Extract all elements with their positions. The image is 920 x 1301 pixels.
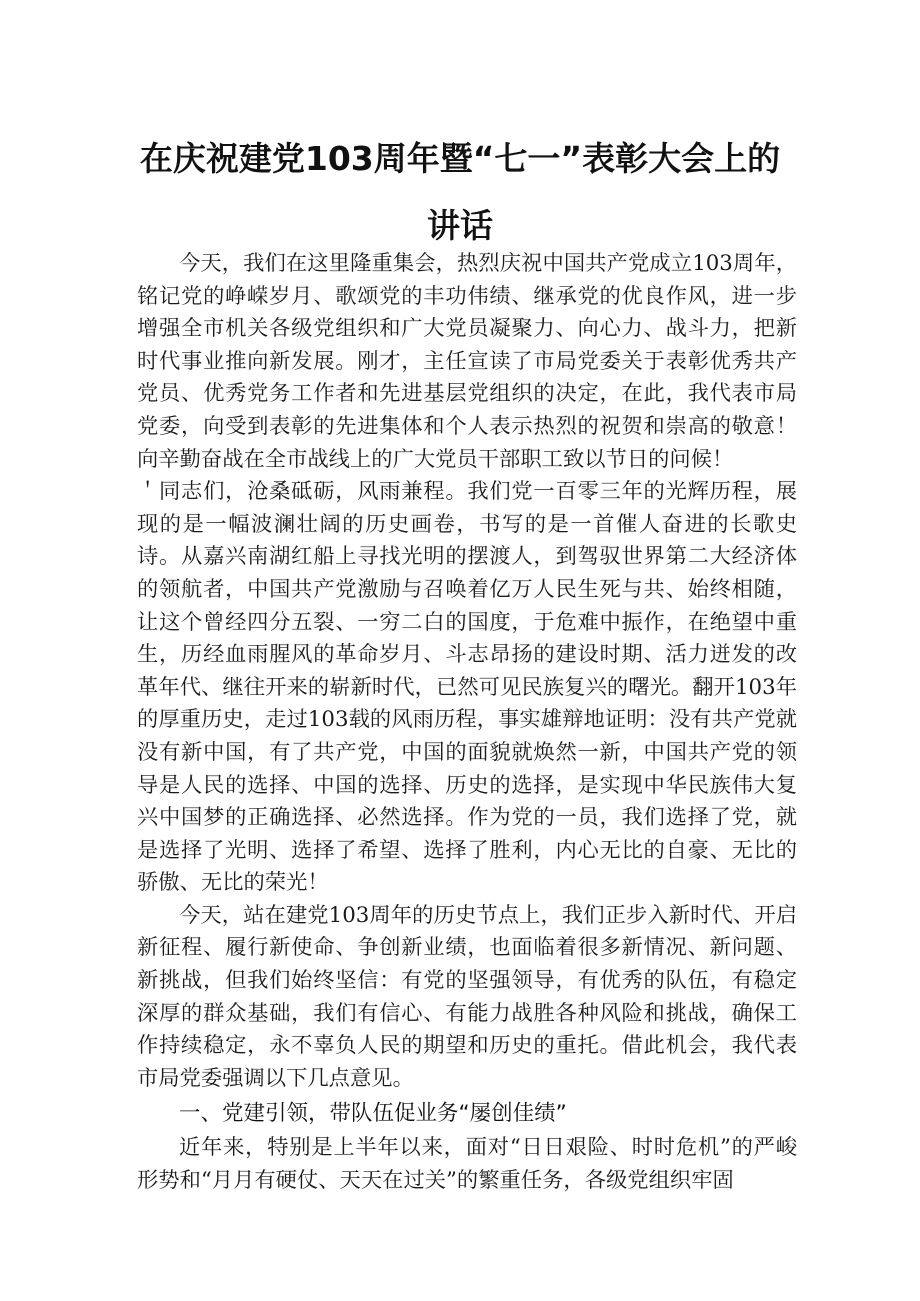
paragraph-opening: 今天，我们在这里隆重集会，热烈庆祝中国共产党成立103周年，铭记党的峥嵘岁月、歌颂党的丰功伟绩、继承党的优良作风，进一步增强全市机关各级党组织和广大党员凝聚力、向心力、战斗力，把新时代事业推向新发展。刚才，主任宣读了市局党委关于表彰优秀共产党员、优秀党务工作者和先进基层党组织的决定，在此，我代表市局党委，向受到表彰的先进集体和个人表示热烈的祝贺和崇高的敬意！向辛勤奋战在全市战线上的广大党员干部职工致以节日的问候！ (137, 251, 797, 472)
paragraph-section-one: 近年来，特别是上半年以来，面对“日日艰险、时时危机”的严峻形势和“月月有硬仗、天天在过关”的繁重任务，各级党组织牢固 (137, 1135, 797, 1194)
document-title-line-2: 讲话 (427, 206, 493, 245)
paragraph-history: ＇同志们，沧桑砥砺，风雨兼程。我们党一百零三年的光辉历程，展现的是一幅波澜壮阔的历史画卷，书写的是一首催人奋进的长歌史诗。从嘉兴南湖红船上寻找光明的摆渡人，到驾驭世界第二大经济体的领航者，中国共产党激励与召唤着亿万人民生死与共、始终相随，让这个曾经四分五裂、一穷二白的国度，于危难中振作，在绝望中重生，历经血雨腥风的革命岁月、斗志昂扬的建设时期、活力迸发的改革年代、继往开来的崭新时代，已然可见民族复兴的曙光。翻开103年的厚重历史，走过103载的风雨历程，事实雄辩地证明：没有共产党就没有新中国，有了共产党，中国的面貌就焕然一新，中国共产党的领导是人民的选择、中国的选择、历史的选择，是实现中华民族伟大复兴中国梦的正确选择、必然选择。作为党的一员，我们选择了党，就是选择了光明、选择了希望、选择了胜利，内心无比的自豪、无比的骄傲、无比的荣光！ (137, 479, 797, 896)
document-title-line-1: 在庆祝建党103周年暨“七一”表彰大会上的 (139, 139, 781, 178)
document-body (137, 248, 797, 1198)
paragraph-new-era: 今天，站在建党103周年的历史节点上，我们正步入新时代、开启新征程、履行新使命、争创新业绩，也面临着很多新情况、新问题、新挑战，但我们始终坚信：有党的坚强领导，有优秀的队伍，有稳定深厚的群众基础，我们有信心、有能力战胜各种风险和挑战，确保工作持续稳定，永不辜负人民的期望和历史的重托。借此机会，我代表市局党委强调以下几点意见。 (137, 902, 797, 1091)
section-heading: 一、党建引领，带队伍促业务“屡创佳绩” (179, 1101, 567, 1127)
